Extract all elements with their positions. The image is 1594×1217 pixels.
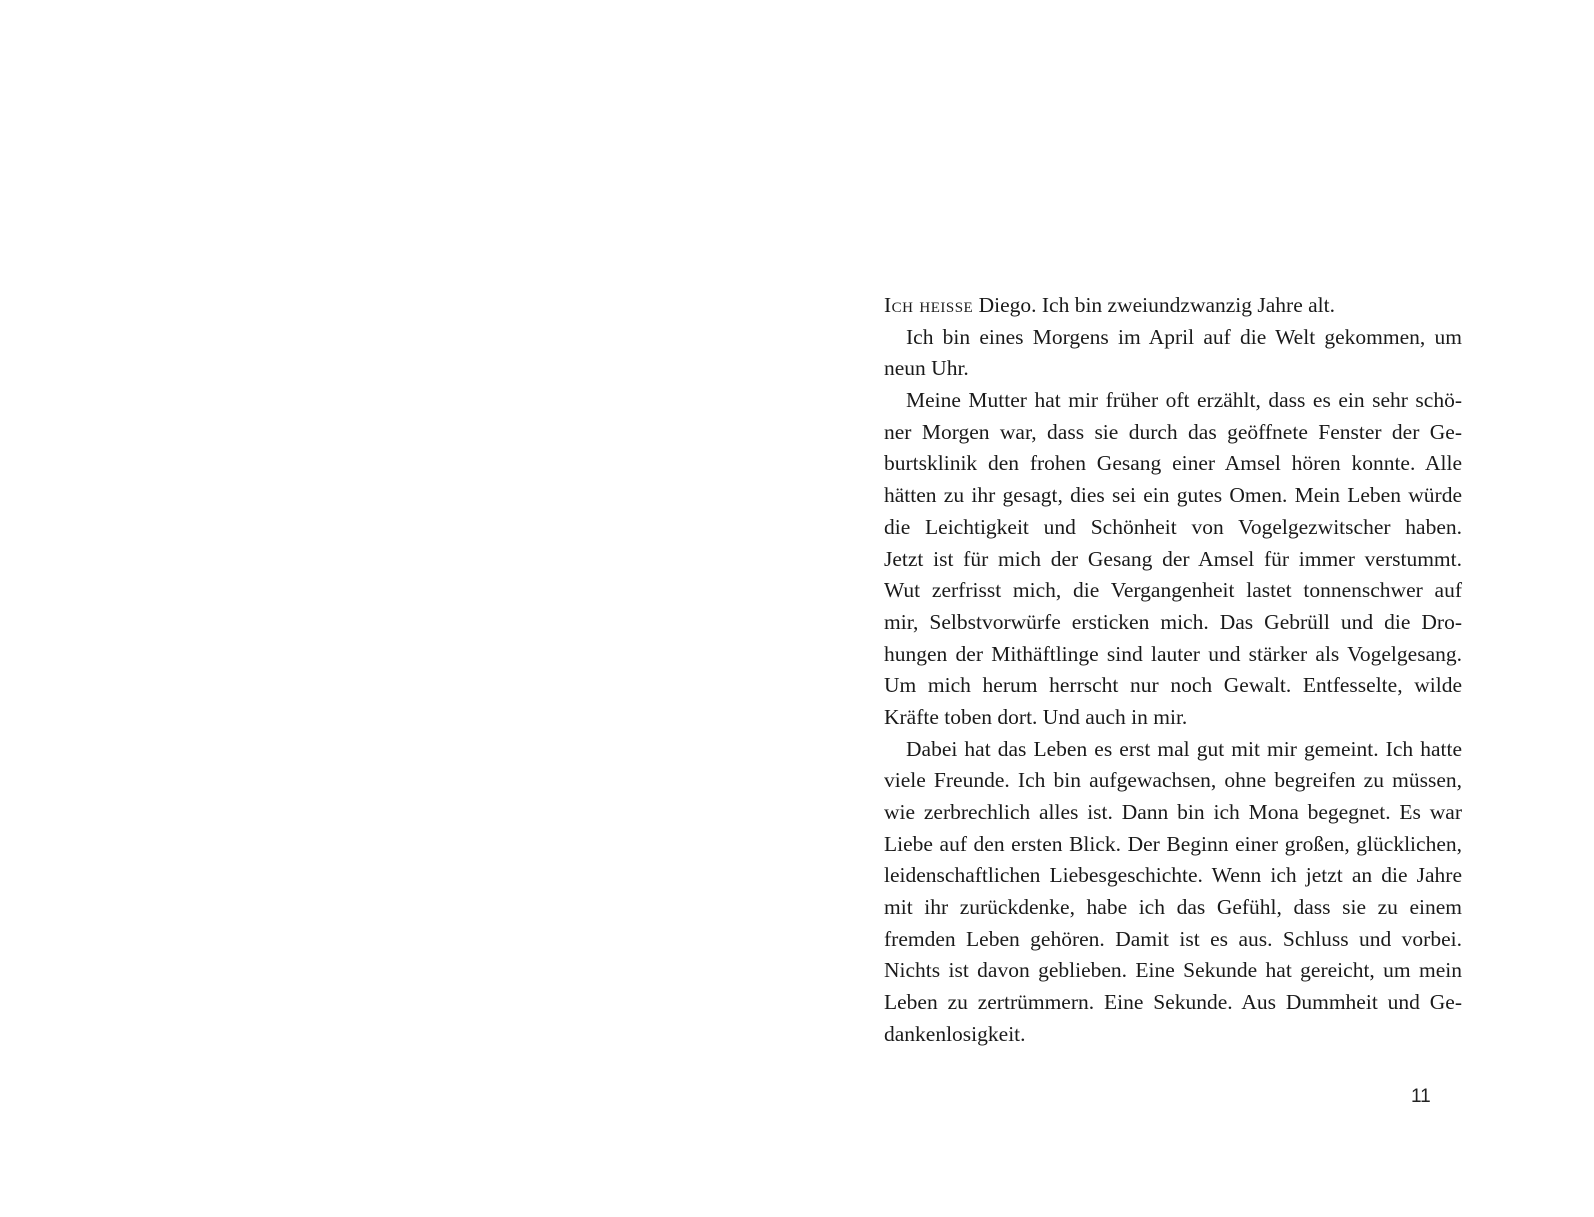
- body-text: [884, 290, 1462, 1051]
- text-line: burtsklinik den frohen Gesang einer Amsel hören konnte. Alle: [884, 451, 1462, 476]
- text-line: Leben zu zertrümmern. Eine Sekunde. Aus Dummheit und Ge-: [884, 990, 1462, 1015]
- text-line: viele Freunde. Ich bin aufgewachsen, ohne begreifen zu müssen,: [884, 768, 1462, 793]
- opening-rest: Diego. Ich bin zweiundzwanzig Jahre alt.: [978, 293, 1336, 317]
- opening-line: [884, 290, 1462, 322]
- text-line: Dabei hat das Leben es erst mal gut mit mir gemeint. Ich hatte: [906, 736, 1462, 761]
- text-line: Wut zerfrisst mich, die Vergangenheit lastet tonnenschwer auf: [884, 578, 1462, 603]
- text-line: wie zerbrechlich alles ist. Dann bin ich Mona begegnet. Es war: [884, 800, 1462, 824]
- text-line: hätten zu ihr gesagt, dies sei ein gutes Omen. Mein Leben würde: [884, 483, 1462, 508]
- opening-smallcaps: Ich heisse: [884, 293, 974, 317]
- text-line: fremden Leben gehören. Damit ist es aus. Schluss und vorbei.: [884, 926, 1462, 951]
- right-page: [797, 0, 1594, 1217]
- text-line: Nichts ist davon geblieben. Eine Sekunde hat gereicht, um mein: [884, 958, 1462, 983]
- text-line: Liebe auf den ersten Blick. Der Beginn einer großen, glücklichen,: [884, 831, 1462, 856]
- text-line: mit ihr zurückdenke, habe ich das Gefühl, dass sie zu einem: [884, 895, 1462, 920]
- text-line: dankenlosigkeit.: [884, 1021, 1026, 1046]
- text-line: Ich bin eines Morgens im April auf die Welt gekommen, um: [906, 324, 1462, 349]
- text-line: neun Uhr.: [884, 356, 969, 381]
- page-number: 11: [1411, 1086, 1431, 1107]
- text-line: Meine Mutter hat mir früher oft erzählt, dass es ein sehr schö-: [906, 388, 1462, 413]
- text-line: leidenschaftlichen Liebesgeschichte. Wenn ich jetzt an die Jahre: [884, 863, 1462, 888]
- text-line: ner Morgen war, dass sie durch das geöffnete Fenster der Ge-: [884, 419, 1462, 444]
- text-line: Jetzt ist für mich der Gesang der Amsel für immer verstummt.: [884, 546, 1462, 571]
- text-line: mir, Selbstvorwürfe ersticken mich. Das Gebrüll und die Dro-: [884, 609, 1462, 634]
- text-line: Um mich herum herrscht nur noch Gewalt. Entfesselte, wilde: [884, 673, 1462, 698]
- text-line: hungen der Mithäftlinge sind lauter und stärker als Vogelgesang.: [884, 641, 1462, 666]
- text-line: die Leichtigkeit und Schönheit von Vogelgezwitscher haben.: [884, 514, 1462, 539]
- text-line: Kräfte toben dort. Und auch in mir.: [884, 704, 1188, 729]
